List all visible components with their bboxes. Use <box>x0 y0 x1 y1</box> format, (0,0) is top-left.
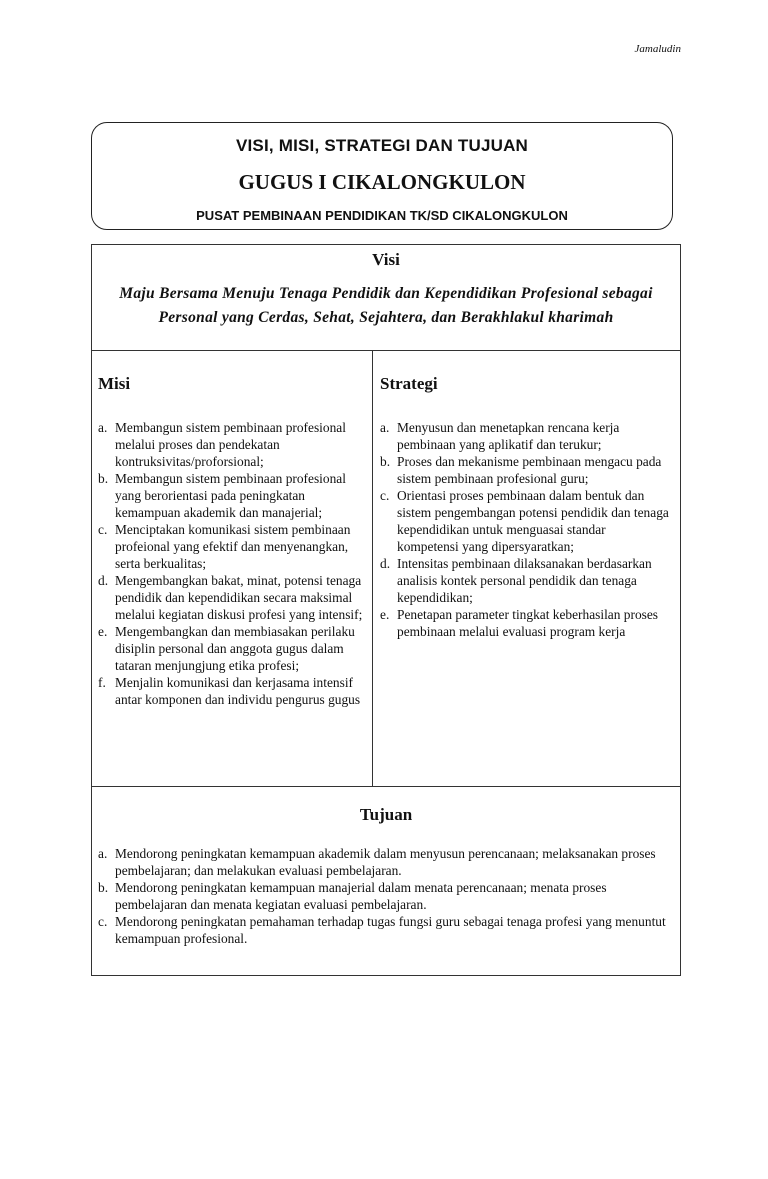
list-item: a. Membangun sistem pembinaan profesional melalui proses dan pendekatan kontruksivitas/proforsional; <box>98 420 346 469</box>
misi-list <box>98 419 364 708</box>
list-item: f. Menjalin komunikasi dan kerjasama intensif antar komponen dan individu pengurus gugus <box>98 675 361 707</box>
title-box <box>91 122 673 230</box>
list-item: d. Intensitas pembinaan dilaksanakan berdasarkan analisis kontek personal pendidik dan tenaga kependidikan; <box>380 556 652 605</box>
tujuan-heading: Tujuan <box>359 805 413 824</box>
document-subtitle: GUGUS I CIKALONGKULON <box>238 170 526 194</box>
document-title: VISI, MISI, STRATEGI DAN TUJUAN <box>235 136 529 155</box>
author-name: Jamaludin <box>634 43 681 55</box>
visi-line-1: Maju Bersama Menuju Tenaga Pendidik dan Kependidikan Profesional sebagai <box>119 285 653 302</box>
list-item: c. Orientasi proses pembinaan dalam bentuk dan sistem pengembangan potensi pendidik dan tenaga kependidikan untuk menguasai standar kompetensi yang dipersyaratkan; <box>380 488 669 554</box>
tujuan-list <box>98 845 674 947</box>
list-item: e. Penetapan parameter tingkat keberhasilan proses pembinaan melalui evaluasi program kerja <box>380 607 659 639</box>
list-item: e. Mengembangkan dan membiasakan perilaku disiplin personal dan anggota gugus dalam tataran menjungjung etika profesi; <box>98 624 355 673</box>
list-item: a. Mendorong peningkatan kemampuan akademik dalam menyusun perencanaan; melaksanakan proses pembelajaran; dan melakukan evaluasi pembelajaran. <box>98 846 656 878</box>
list-item: b. Proses dan mekanisme pembinaan mengacu pada sistem pembinaan profesional guru; <box>380 454 662 486</box>
content-table <box>91 244 681 976</box>
list-item: d. Mengembangkan bakat, minat, potensi tenaga pendidik dan kependidikan secara maksimal melalui kegiatan diskusi profesi yang intensif; <box>98 573 363 622</box>
list-item: b. Mendorong peningkatan kemampuan manajerial dalam menata perencanaan; menata proses pembelajaran dan menata kegiatan evaluasi pembelajaran. <box>98 880 607 912</box>
misi-heading: Misi <box>98 374 131 393</box>
visi-statement <box>106 282 666 330</box>
visi-line-2: Personal yang Cerdas, Sehat, Sejahtera, dan Berakhlakul kharimah <box>158 309 614 326</box>
list-item: a. Menyusun dan menetapkan rencana kerja pembinaan yang aplikatif dan terukur; <box>380 420 620 452</box>
column-divider <box>372 350 373 786</box>
list-item: b. Membangun sistem pembinaan profesional yang berorientasi pada peningkatan kemampuan akademik dan manajerial; <box>98 471 346 520</box>
list-item: c. Menciptakan komunikasi sistem pembinaan profeional yang efektif dan menyenangkan, serta berkualitas; <box>98 522 351 571</box>
strategi-heading: Strategi <box>380 374 438 393</box>
list-item: c. Mendorong peningkatan pemahaman terhadap tugas fungsi guru sebagai tenaga profesi yang menuntut kemampuan profesional. <box>98 914 666 946</box>
visi-heading: Visi <box>372 250 400 269</box>
divider <box>92 350 680 351</box>
center-name: PUSAT PEMBINAAN PENDIDIKAN TK/SD CIKALONGKULON <box>196 208 568 223</box>
divider <box>92 786 680 787</box>
strategi-list <box>380 419 670 640</box>
